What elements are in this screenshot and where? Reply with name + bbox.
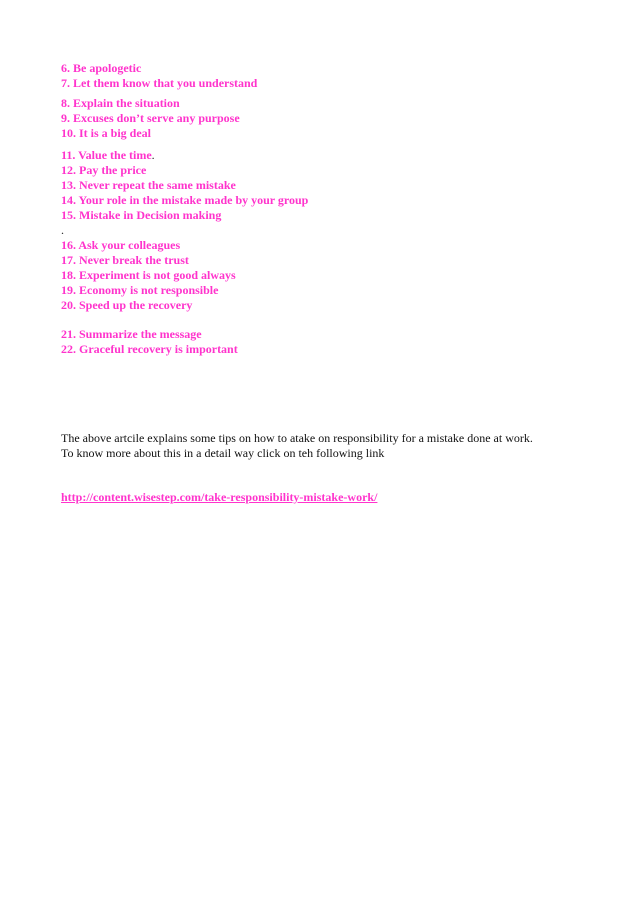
tip-20: 20. Speed up the recovery bbox=[61, 298, 193, 312]
tip-21: 21. Summarize the message bbox=[61, 327, 202, 341]
tip-16: 16. Ask your colleagues bbox=[61, 238, 181, 252]
tip-10: 10. It is a big deal bbox=[61, 126, 152, 140]
article-link[interactable]: http://content.wisestep.com/take-responsibility-mistake-work/ bbox=[61, 490, 378, 504]
tip-15: 15. Mistake in Decision making bbox=[61, 208, 222, 222]
tips-group-5 bbox=[61, 327, 581, 357]
tip-17: 17. Never break the trust bbox=[61, 253, 189, 267]
tips-group-1 bbox=[61, 61, 581, 91]
tip-14: 14. Your role in the mistake made by your group bbox=[61, 193, 309, 207]
tip-19: 19. Economy is not responsible bbox=[61, 283, 219, 297]
tip-11-text: 11. Value the time bbox=[61, 148, 152, 162]
tip-13: 13. Never repeat the same mistake bbox=[61, 178, 236, 192]
tips-list bbox=[61, 61, 581, 357]
tips-group-4 bbox=[61, 238, 581, 313]
tip-11-period: . bbox=[151, 148, 155, 162]
tips-group-2 bbox=[61, 96, 581, 141]
tip-12: 12. Pay the price bbox=[61, 163, 147, 177]
tip-6: 6. Be apologetic bbox=[61, 61, 142, 75]
summary-line-1: The above artcile explains some tips on how to atake on responsibility for a mistake done at work. bbox=[61, 431, 533, 445]
tip-11 bbox=[61, 148, 581, 163]
summary-paragraph bbox=[61, 431, 601, 461]
separator-dot: . bbox=[61, 223, 64, 237]
tips-group-3 bbox=[61, 148, 581, 223]
tip-18: 18. Experiment is not good always bbox=[61, 268, 236, 282]
tip-9: 9. Excuses don’t serve any purpose bbox=[61, 111, 240, 125]
tip-8: 8. Explain the situation bbox=[61, 96, 180, 110]
summary-line-2: To know more about this in a detail way click on teh following link bbox=[61, 446, 385, 460]
tip-7: 7. Let them know that you understand bbox=[61, 76, 258, 90]
tip-22: 22. Graceful recovery is important bbox=[61, 342, 238, 356]
